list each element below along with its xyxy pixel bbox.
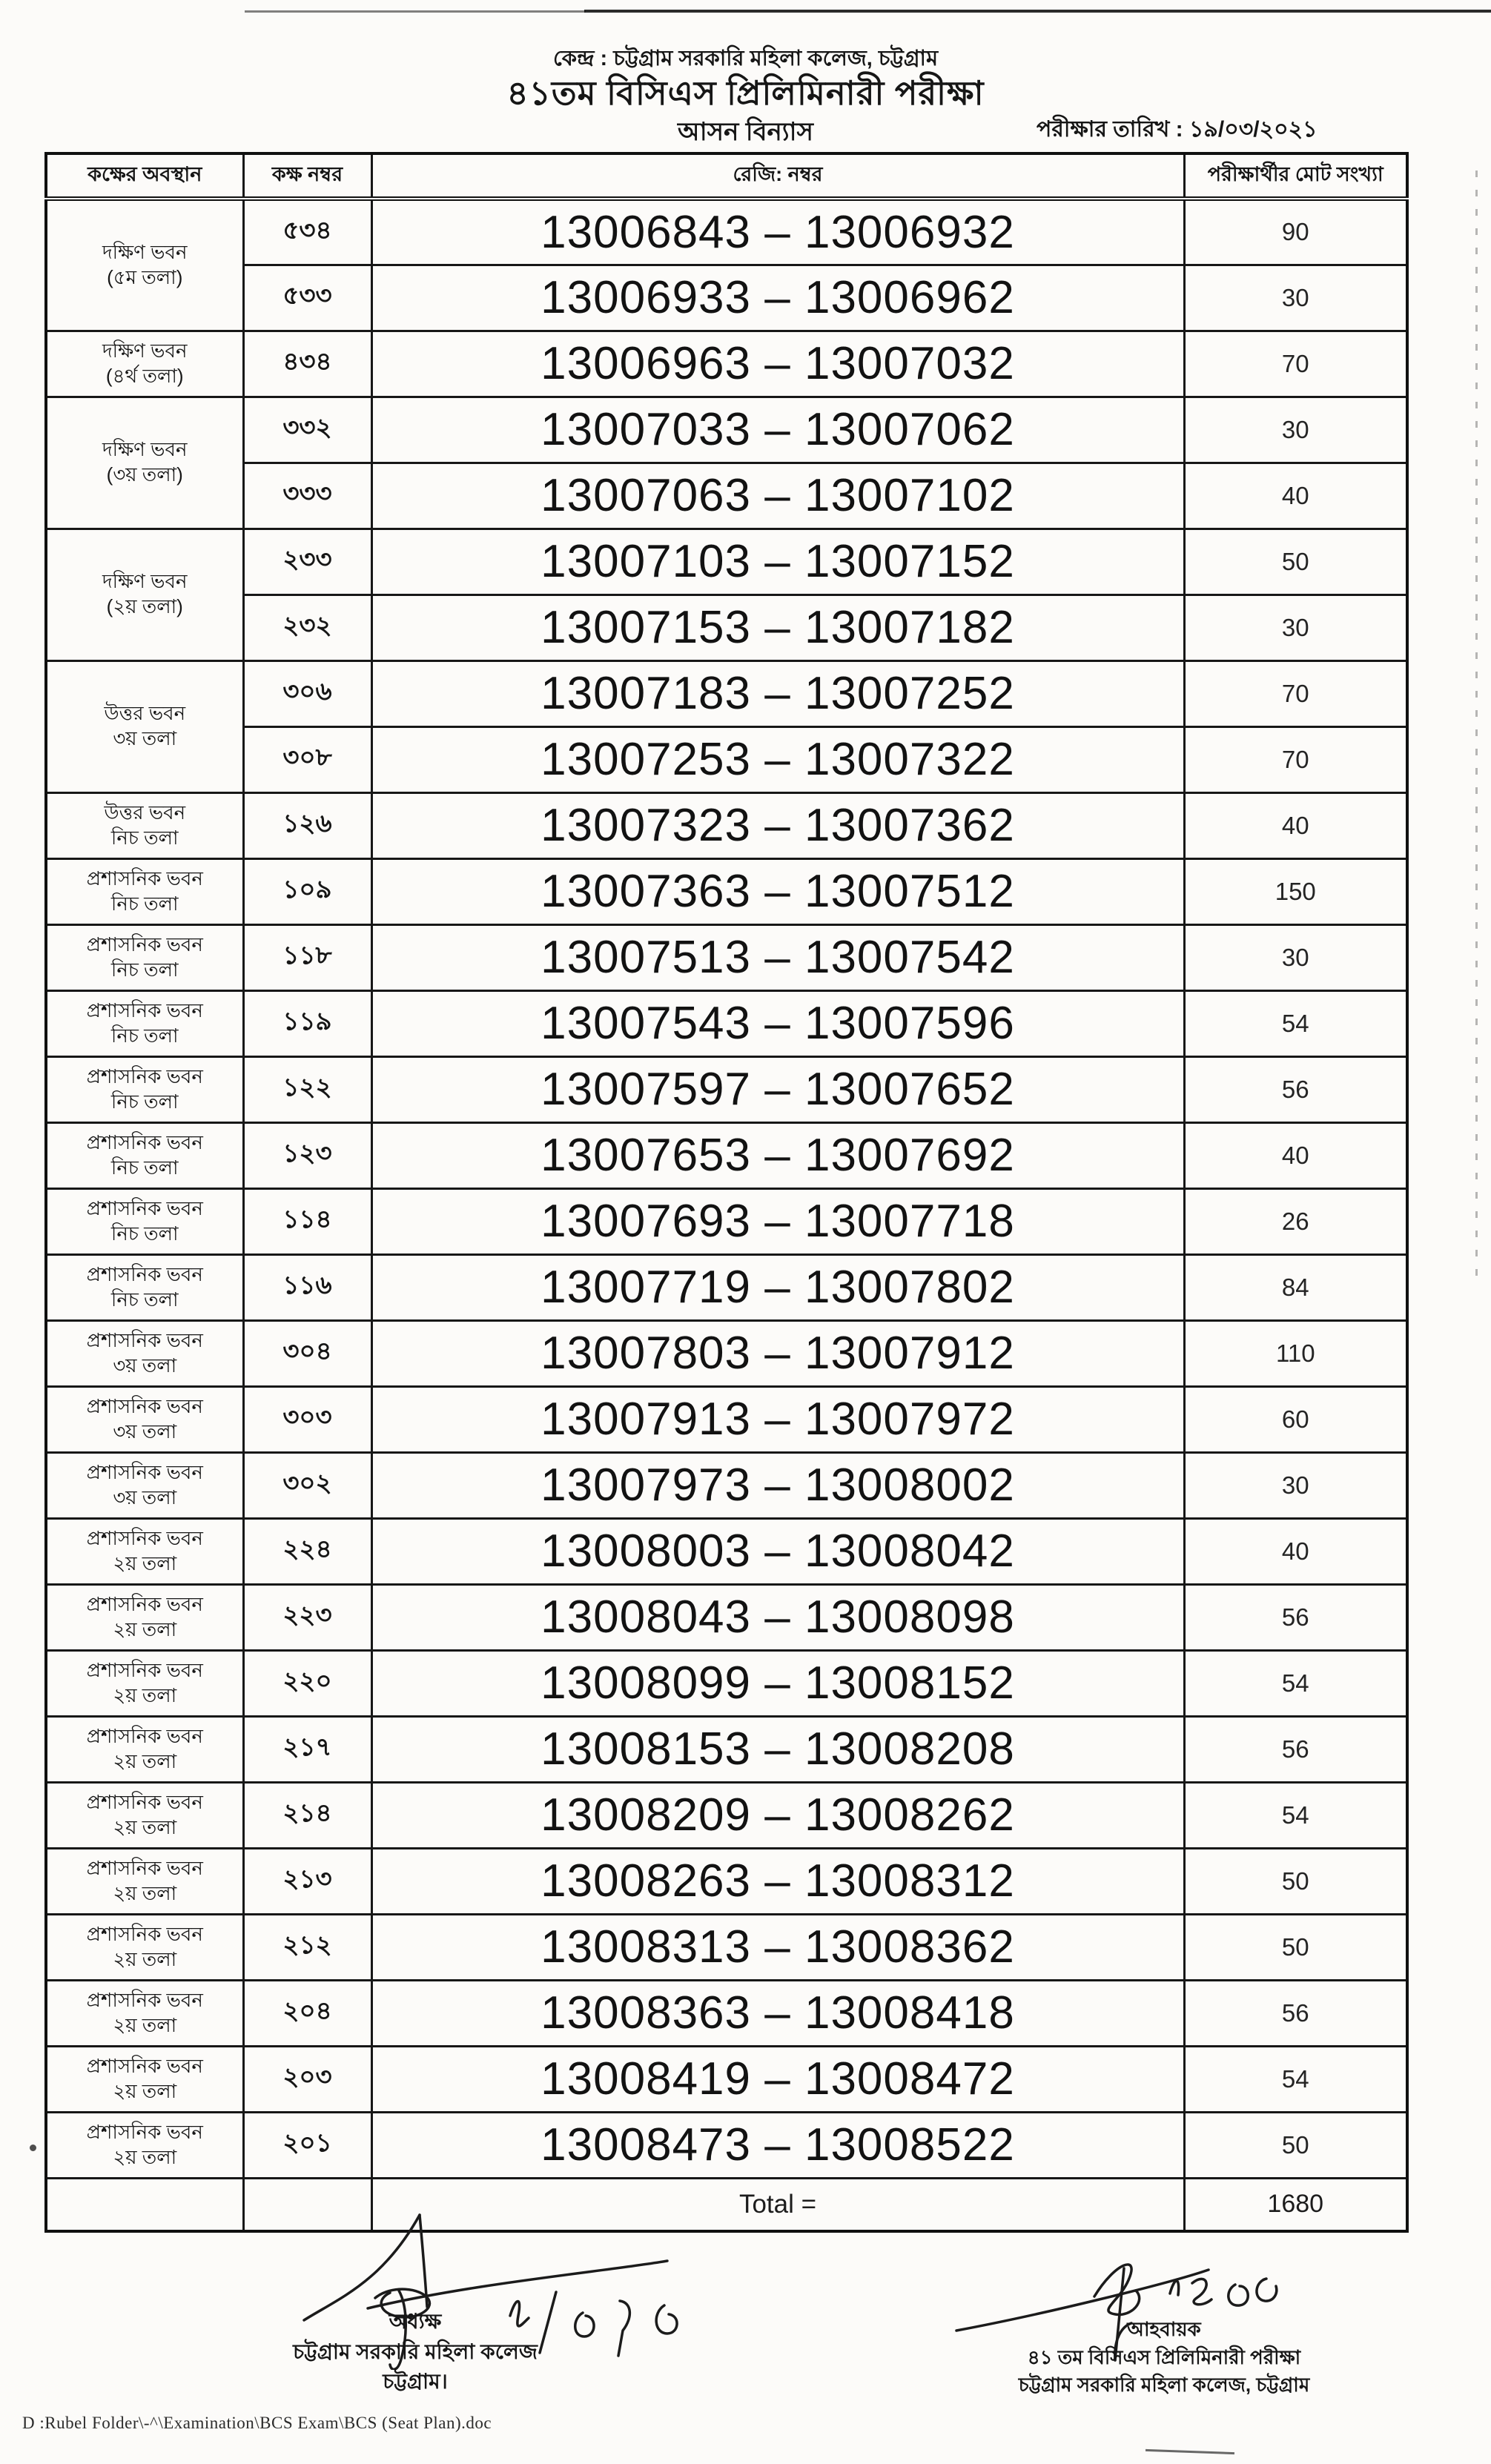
total-label: Total = (371, 2178, 1184, 2231)
table-row (46, 2046, 1407, 2112)
room-location-cell (46, 1584, 243, 1650)
room-number: ১১৮ (243, 924, 371, 990)
room-number: ৪৩৪ (243, 331, 371, 397)
candidate-count: 56 (1184, 1980, 1407, 2046)
reg-number-range: 13007253 – 13007322 (371, 726, 1184, 792)
table-row (46, 463, 1407, 529)
candidate-count: 70 (1184, 331, 1407, 397)
location-line2: নিচ তলা (110, 1090, 179, 1113)
reg-number-range: 13007913 – 13007972 (371, 1386, 1184, 1452)
location-line1: প্রশাসনিক ভবন (86, 1328, 203, 1351)
room-location-cell (46, 1518, 243, 1584)
location-line1: উত্তর ভবন (104, 702, 186, 725)
reg-number-range: 13007693 – 13007718 (371, 1188, 1184, 1254)
candidate-count: 54 (1184, 990, 1407, 1056)
table-row (46, 1914, 1407, 1980)
reg-number-range: 13007323 – 13007362 (371, 792, 1184, 858)
location-line2: (২য় তলা) (106, 595, 183, 617)
table-row (46, 1254, 1407, 1320)
candidate-count: 70 (1184, 660, 1407, 726)
convener-org-line: চট্টগ্রাম সরকারি মহিলা কলেজ, চট্টগ্রাম (1018, 2374, 1310, 2397)
location-line2: নিচ তলা (110, 958, 179, 981)
room-number: ৩০২ (243, 1452, 371, 1518)
candidate-count: 50 (1184, 529, 1407, 595)
room-location-cell (46, 331, 243, 397)
table-row (46, 660, 1407, 726)
reg-number-range: 13007597 – 13007652 (371, 1056, 1184, 1122)
room-number: ২১২ (243, 1914, 371, 1980)
reg-number-range: 13008363 – 13008418 (371, 1980, 1184, 2046)
location-line1: দক্ষিণ ভবন (102, 240, 188, 263)
candidate-count: 50 (1184, 2112, 1407, 2178)
location-line1: দক্ষিণ ভবন (102, 438, 188, 461)
candidate-count: 50 (1184, 1914, 1407, 1980)
location-line1: প্রশাসনিক ভবন (86, 1526, 203, 1549)
location-line1: উত্তর ভবন (104, 801, 186, 824)
room-number: ১০৯ (243, 858, 371, 924)
room-number: ২১৪ (243, 1782, 371, 1848)
candidate-count: 30 (1184, 924, 1407, 990)
room-number: ১২২ (243, 1056, 371, 1122)
convener-role: আহবায়ক (1127, 2318, 1201, 2340)
scan-artifact-ink-speck (30, 2145, 36, 2151)
reg-number-range: 13008099 – 13008152 (371, 1650, 1184, 1716)
room-number: ২১৭ (243, 1716, 371, 1782)
location-line2: ২য় তলা (113, 1881, 177, 1904)
room-location-cell (46, 1320, 243, 1386)
candidate-count: 40 (1184, 1518, 1407, 1584)
reg-number-range: 13008263 – 13008312 (371, 1848, 1184, 1914)
location-line2: ২য় তলা (113, 1749, 177, 1772)
location-line1: প্রশাসনিক ভবন (86, 1262, 203, 1285)
candidate-count: 40 (1184, 792, 1407, 858)
location-line2: ২য় তলা (113, 2145, 177, 2168)
room-number: ২২০ (243, 1650, 371, 1716)
reg-number-range: 13006933 – 13006962 (371, 265, 1184, 331)
room-location-cell (46, 858, 243, 924)
table-row (46, 199, 1407, 265)
table-row (46, 595, 1407, 660)
candidate-count: 84 (1184, 1254, 1407, 1320)
reg-number-range: 13006963 – 13007032 (371, 331, 1184, 397)
candidate-count: 54 (1184, 1650, 1407, 1716)
candidate-count: 40 (1184, 463, 1407, 529)
table-row (46, 1122, 1407, 1188)
location-line1: প্রশাসনিক ভবন (86, 2120, 203, 2143)
location-line2: ৩য় তলা (113, 727, 177, 749)
col-header-total-candidates: পরীক্ষার্থীর মোট সংখ্যা (1184, 153, 1407, 199)
room-location-cell (46, 1848, 243, 1914)
table-row (46, 726, 1407, 792)
room-number: ৩০৩ (243, 1386, 371, 1452)
document-file-path: D :Rubel Folder\-^\Examination\BCS Exam\BCS (Seat Plan).doc (22, 2414, 492, 2432)
reg-number-range: 13007803 – 13007912 (371, 1320, 1184, 1386)
location-line2: নিচ তলা (110, 892, 179, 915)
candidate-count: 30 (1184, 265, 1407, 331)
room-location-cell (46, 1716, 243, 1782)
location-line2: ২য় তলা (113, 1947, 177, 1970)
candidate-count: 56 (1184, 1716, 1407, 1782)
reg-number-range: 13008473 – 13008522 (371, 2112, 1184, 2178)
page-title: ৪১তম বিসিএস প্রিলিমিনারী পরীক্ষা (506, 74, 985, 112)
room-location-cell (46, 1782, 243, 1848)
location-line2: (৩য় তলা) (106, 463, 183, 486)
location-line1: প্রশাসনিক ভবন (86, 1064, 203, 1087)
location-line2: ২য় তলা (113, 1815, 177, 1838)
scan-artifact-top-line (245, 10, 586, 13)
room-number: ২২৪ (243, 1518, 371, 1584)
principal-org-line1: চট্টগ্রাম সরকারি মহিলা কলেজ (293, 2339, 538, 2363)
location-line2: (৪র্থ তলা) (105, 364, 184, 387)
location-line1: দক্ষিণ ভবন (102, 339, 188, 362)
reg-number-range: 13006843 – 13006932 (371, 199, 1184, 265)
room-number: ৫৩৩ (243, 265, 371, 331)
room-number: ৩৩৩ (243, 463, 371, 529)
room-location-cell (46, 1254, 243, 1320)
scan-artifact-corner-line (1145, 2449, 1234, 2454)
room-number: ১২৩ (243, 1122, 371, 1188)
location-line2: (৫ম তলা) (107, 265, 183, 288)
table-row (46, 1452, 1407, 1518)
location-line2: নিচ তলা (110, 1288, 179, 1311)
location-line2: ৩য় তলা (113, 1354, 177, 1377)
location-line2: নিচ তলা (110, 1024, 179, 1047)
seat-table-body (46, 199, 1407, 2178)
reg-number-range: 13008313 – 13008362 (371, 1914, 1184, 1980)
location-line1: প্রশাসনিক ভবন (86, 1592, 203, 1615)
location-line2: ২য় তলা (113, 1551, 177, 1574)
table-row (46, 1650, 1407, 1716)
room-location-cell (46, 1980, 243, 2046)
table-row (46, 1980, 1407, 2046)
table-row (46, 1386, 1407, 1452)
reg-number-range: 13007033 – 13007062 (371, 397, 1184, 463)
table-row (46, 1188, 1407, 1254)
table-row (46, 792, 1407, 858)
room-location-cell (46, 1650, 243, 1716)
candidate-count: 50 (1184, 1848, 1407, 1914)
room-location-cell (46, 199, 243, 331)
candidate-count: 54 (1184, 2046, 1407, 2112)
room-number: ৩০৮ (243, 726, 371, 792)
candidate-count: 26 (1184, 1188, 1407, 1254)
room-number: ২৩৩ (243, 529, 371, 595)
location-line1: দক্ষিণ ভবন (102, 570, 188, 593)
header-row (46, 153, 1407, 199)
principal-signature-block (222, 2307, 608, 2397)
table-row (46, 924, 1407, 990)
room-location-cell (46, 397, 243, 529)
room-location-cell (46, 660, 243, 792)
location-line2: ২য় তলা (113, 2013, 177, 2036)
location-line1: প্রশাসনিক ভবন (86, 933, 203, 956)
location-line2: নিচ তলা (110, 1156, 179, 1179)
candidate-count: 30 (1184, 397, 1407, 463)
room-location-cell (46, 1056, 243, 1122)
candidate-count: 70 (1184, 726, 1407, 792)
total-row-empty-cell (46, 2178, 243, 2231)
table-row (46, 1056, 1407, 1122)
room-number: ২০৩ (243, 2046, 371, 2112)
room-location-cell (46, 792, 243, 858)
col-header-reg-number: রেজি: নম্বর (371, 153, 1184, 199)
room-number: ২৩২ (243, 595, 371, 660)
location-line2: নিচ তলা (110, 826, 179, 849)
location-line1: প্রশাসনিক ভবন (86, 1988, 203, 2011)
candidate-count: 30 (1184, 595, 1407, 660)
room-number: ১১৪ (243, 1188, 371, 1254)
room-location-cell (46, 1188, 243, 1254)
col-header-room-number: কক্ষ নম্বর (243, 153, 371, 199)
room-number: ৩৩২ (243, 397, 371, 463)
room-number: ২২৩ (243, 1584, 371, 1650)
table-row (46, 529, 1407, 595)
convener-exam-line: ৪১ তম বিসিএস প্রিলিমিনারী পরীক্ষা (1027, 2345, 1301, 2368)
reg-number-range: 13007719 – 13007802 (371, 1254, 1184, 1320)
location-line2: ৩য় তলা (113, 1486, 177, 1508)
convener-signature-block (930, 2316, 1398, 2400)
seat-plan-table (44, 152, 1409, 2233)
principal-role: অধ্যক্ষ (389, 2310, 442, 2333)
room-number: ১১৯ (243, 990, 371, 1056)
seat-table-header (46, 153, 1407, 199)
candidate-count: 90 (1184, 199, 1407, 265)
exam-date-value: ১৯/০৩/২০২১ (1188, 117, 1318, 142)
reg-number-range: 13008209 – 13008262 (371, 1782, 1184, 1848)
reg-number-range: 13007183 – 13007252 (371, 660, 1184, 726)
candidate-count: 56 (1184, 1056, 1407, 1122)
table-row (46, 2112, 1407, 2178)
room-number: ৩০৪ (243, 1320, 371, 1386)
room-location-cell (46, 924, 243, 990)
location-line1: প্রশাসনিক ভবন (86, 1922, 203, 1945)
exam-date-label: পরীক্ষার তারিখ : (1037, 117, 1183, 142)
scan-artifact-right-edge (1475, 170, 1478, 1282)
scan-artifact-top-line (584, 10, 1491, 13)
location-line1: প্রশাসনিক ভবন (86, 1658, 203, 1681)
table-row (46, 1584, 1407, 1650)
reg-number-range: 13007153 – 13007182 (371, 595, 1184, 660)
total-row (46, 2178, 1407, 2231)
room-location-cell (46, 1914, 243, 1980)
room-number: ২০৪ (243, 1980, 371, 2046)
table-row (46, 1716, 1407, 1782)
table-row (46, 1518, 1407, 1584)
location-line2: ২য় তলা (113, 1617, 177, 1640)
candidate-count: 110 (1184, 1320, 1407, 1386)
reg-number-range: 13008153 – 13008208 (371, 1716, 1184, 1782)
room-number: ৫৩৪ (243, 199, 371, 265)
room-number: ৩০৬ (243, 660, 371, 726)
exam-date (1037, 111, 1481, 149)
room-number: ১১৬ (243, 1254, 371, 1320)
candidate-count: 54 (1184, 1782, 1407, 1848)
principal-org-line2: চট্টগ্রাম। (383, 2370, 448, 2394)
reg-number-range: 13007973 – 13008002 (371, 1452, 1184, 1518)
location-line1: প্রশাসনিক ভবন (86, 1394, 203, 1417)
room-location-cell (46, 2112, 243, 2178)
reg-number-range: 13007653 – 13007692 (371, 1122, 1184, 1188)
location-line2: ২য় তলা (113, 2079, 177, 2102)
room-location-cell (46, 1386, 243, 1452)
location-line2: ৩য় তলা (113, 1420, 177, 1443)
room-number: ২০১ (243, 2112, 371, 2178)
candidate-count: 60 (1184, 1386, 1407, 1452)
candidate-count: 150 (1184, 858, 1407, 924)
location-line2: ২য় তলা (113, 1683, 177, 1706)
reg-number-range: 13008419 – 13008472 (371, 2046, 1184, 2112)
location-line1: প্রশাসনিক ভবন (86, 998, 203, 1021)
candidate-count: 30 (1184, 1452, 1407, 1518)
room-location-cell (46, 529, 243, 660)
location-line1: প্রশাসনিক ভবন (86, 1196, 203, 1219)
room-number: ১২৬ (243, 792, 371, 858)
reg-number-range: 13008043 – 13008098 (371, 1584, 1184, 1650)
location-line1: প্রশাসনিক ভবন (86, 1790, 203, 1813)
reg-number-range: 13007063 – 13007102 (371, 463, 1184, 529)
room-location-cell (46, 1452, 243, 1518)
location-line1: প্রশাসনিক ভবন (86, 2054, 203, 2077)
table-row (46, 331, 1407, 397)
table-row (46, 1848, 1407, 1914)
location-line1: প্রশাসনিক ভবন (86, 1724, 203, 1747)
table-row (46, 990, 1407, 1056)
reg-number-range: 13007543 – 13007596 (371, 990, 1184, 1056)
table-row (46, 265, 1407, 331)
location-line1: প্রশাসনিক ভবন (86, 1130, 203, 1153)
room-location-cell (46, 2046, 243, 2112)
reg-number-range: 13007103 – 13007152 (371, 529, 1184, 595)
location-line1: প্রশাসনিক ভবন (86, 1856, 203, 1879)
location-line1: প্রশাসনিক ভবন (86, 867, 203, 890)
table-row (46, 858, 1407, 924)
reg-number-range: 13008003 – 13008042 (371, 1518, 1184, 1584)
room-location-cell (46, 990, 243, 1056)
reg-number-range: 13007513 – 13007542 (371, 924, 1184, 990)
location-line1: প্রশাসনিক ভবন (86, 1460, 203, 1483)
col-header-room-location: কক্ষের অবস্থান (46, 153, 243, 199)
reg-number-range: 13007363 – 13007512 (371, 858, 1184, 924)
candidate-count: 56 (1184, 1584, 1407, 1650)
table-row (46, 397, 1407, 463)
seat-plan-subtitle: আসন বিন্যাস (678, 118, 813, 146)
room-location-cell (46, 1122, 243, 1188)
table-row (46, 1320, 1407, 1386)
room-number: ২১৩ (243, 1848, 371, 1914)
seat-table-footer (46, 2178, 1407, 2231)
location-line2: নিচ তলা (110, 1222, 179, 1245)
table-row (46, 1782, 1407, 1848)
exam-center-line: কেন্দ্র : চট্টগ্রাম সরকারি মহিলা কলেজ, চট্টগ্রাম (552, 47, 939, 70)
candidate-count: 40 (1184, 1122, 1407, 1188)
total-value: 1680 (1184, 2178, 1407, 2231)
